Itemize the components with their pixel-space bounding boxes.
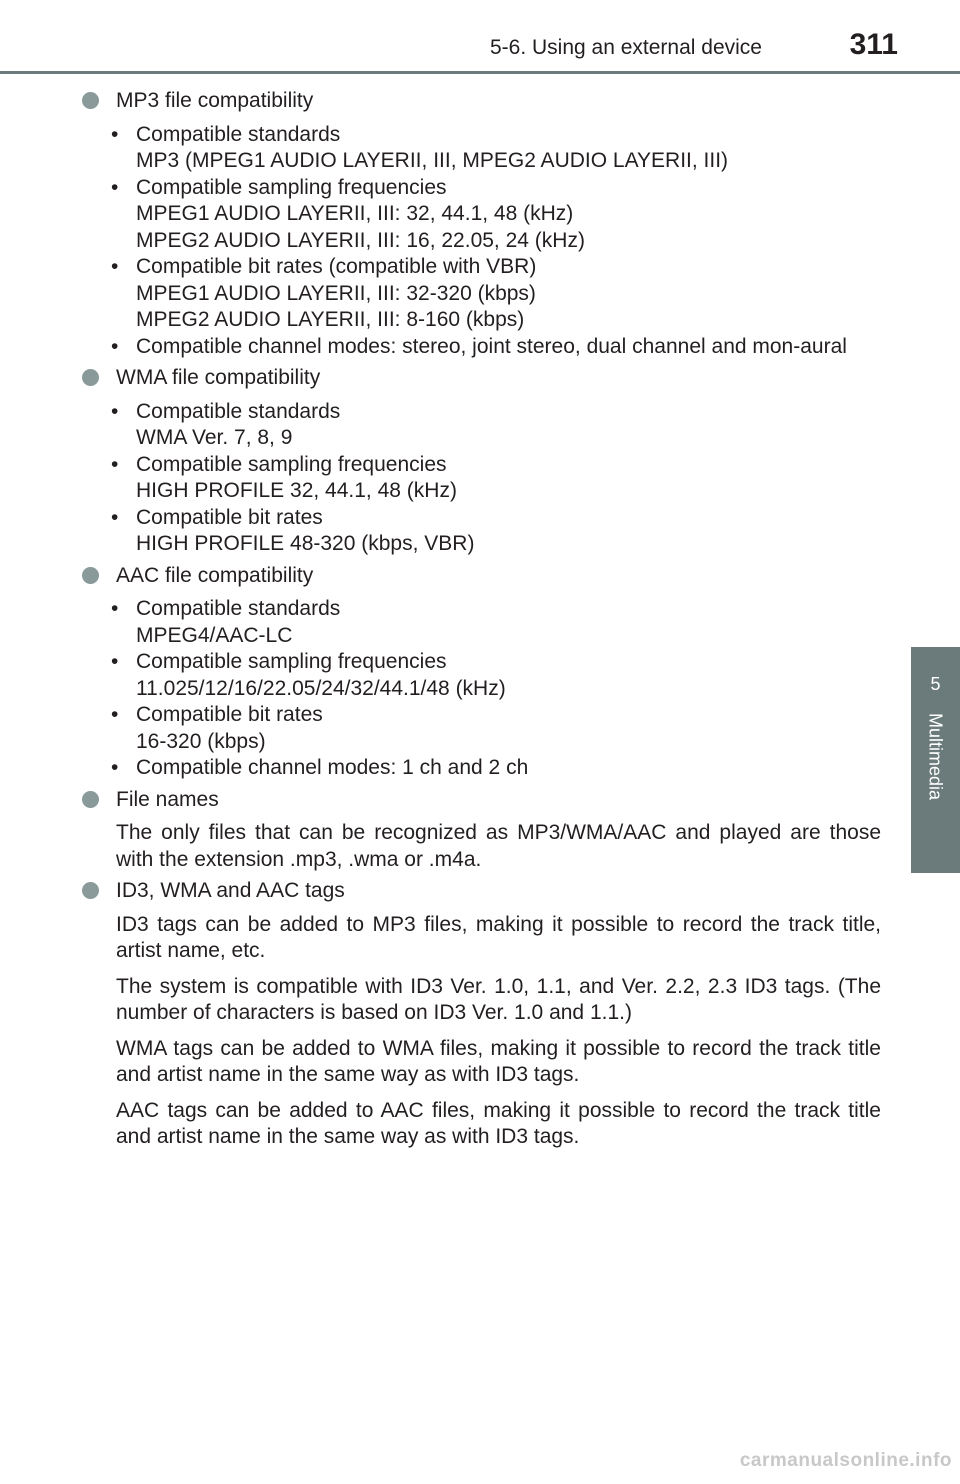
section-heading (82, 365, 881, 392)
small-bullet-icon: • (111, 597, 119, 620)
small-bullet-icon: • (111, 452, 119, 476)
chapter-side-tab[interactable] (911, 647, 960, 873)
section (82, 365, 881, 558)
item-label: Compatible standards (136, 122, 341, 146)
small-bullet-icon: • (111, 122, 119, 146)
page-header (0, 0, 960, 76)
item-label: Compatible bit rates (136, 703, 323, 726)
section-heading (82, 787, 881, 814)
spec-list (82, 399, 881, 558)
circle-bullet-icon (82, 92, 99, 109)
watermark: carmanualsonline.info (739, 1450, 952, 1471)
small-bullet-icon: • (111, 756, 119, 779)
list-item (107, 334, 881, 361)
small-bullet-icon: • (111, 334, 119, 358)
list-item (107, 452, 881, 505)
list-item (107, 122, 881, 175)
section-title: MP3 file compatibility (116, 89, 314, 112)
section-body (82, 912, 881, 1151)
paragraph: WMA tags can be added to WMA files, making it possible to record the track title and artist name in the same way as with ID3 tags. (116, 1036, 881, 1086)
small-bullet-icon: • (111, 175, 119, 199)
list-item (107, 399, 881, 452)
section-title: File names (116, 787, 219, 811)
small-bullet-icon: • (111, 650, 119, 673)
page-content (82, 88, 881, 1151)
item-label: Compatible channel modes: stereo, joint stereo, dual channel and mon-aural (136, 334, 847, 358)
item-value: MPEG4/AAC-LC (136, 623, 293, 647)
paragraph: ID3 tags can be added to MP3 files, making it possible to record the track title, artist name, etc. (116, 912, 881, 962)
item-value: HIGH PROFILE 48-320 (kbps, VBR) (136, 532, 475, 555)
list-item (107, 596, 881, 649)
chapter-number: 5 (930, 674, 941, 694)
section-heading (82, 878, 881, 905)
item-value: 11.025/12/16/22.05/24/32/44.1/48 (kHz) (136, 676, 506, 700)
item-label: Compatible sampling frequencies (136, 452, 447, 476)
spec-list (82, 122, 881, 361)
section (82, 563, 881, 782)
header-rule (0, 71, 960, 74)
item-label: Compatible standards (136, 399, 341, 423)
small-bullet-icon: • (111, 703, 119, 726)
item-label: Compatible standards (136, 597, 341, 620)
section-body (82, 820, 881, 873)
item-label: Compatible sampling frequencies (136, 175, 447, 199)
small-bullet-icon: • (111, 505, 119, 529)
section-heading (82, 563, 881, 590)
item-value: HIGH PROFILE 32, 44.1, 48 (kHz) (136, 479, 457, 502)
item-value: WMA Ver. 7, 8, 9 (136, 426, 293, 449)
section (82, 878, 881, 1151)
list-item (107, 254, 881, 334)
small-bullet-icon: • (111, 255, 119, 278)
section (82, 88, 881, 360)
header-section-title: 5-6. Using an external device (490, 36, 762, 59)
circle-bullet-icon (82, 369, 99, 386)
item-value: MPEG1 AUDIO LAYERII, III: 32, 44.1, 48 (kHz) (136, 202, 574, 225)
item-value: MPEG2 AUDIO LAYERII, III: 16, 22.05, 24 (kHz) (136, 228, 585, 252)
section-title: WMA file compatibility (116, 366, 321, 389)
spec-list (82, 596, 881, 782)
section-title: AAC file compatibility (116, 563, 314, 587)
page-number: 311 (849, 28, 898, 61)
item-label: Compatible bit rates (136, 505, 323, 529)
paragraph: The only files that can be recognized as MP3/WMA/AAC and played are those with the extension .mp3, .wma or .m4a. (116, 821, 881, 871)
item-label: Compatible channel modes: 1 ch and 2 ch (136, 756, 529, 779)
list-item (107, 649, 881, 702)
chapter-label: Multimedia (925, 712, 946, 801)
item-value: MPEG2 AUDIO LAYERII, III: 8-160 (kbps) (136, 308, 525, 331)
item-value: MPEG1 AUDIO LAYERII, III: 32-320 (kbps) (136, 281, 536, 305)
paragraph: The system is compatible with ID3 Ver. 1.0, 1.1, and Ver. 2.2, 2.3 ID3 tags. (The number of characters is based on ID3 Ver. 1.0 and 1.1.) (116, 974, 881, 1024)
circle-bullet-icon (82, 791, 99, 808)
item-label: Compatible bit rates (compatible with VBR) (136, 255, 537, 278)
item-value: MP3 (MPEG1 AUDIO LAYERII, III, MPEG2 AUDIO LAYERII, III) (136, 149, 729, 172)
circle-bullet-icon (82, 567, 99, 584)
circle-bullet-icon (82, 882, 99, 899)
list-item (107, 175, 881, 255)
section-title: ID3, WMA and AAC tags (116, 879, 345, 902)
item-value: 16-320 (kbps) (136, 729, 266, 753)
paragraph: AAC tags can be added to AAC files, making it possible to record the track title and artist name in the same way as with ID3 tags. (116, 1098, 881, 1148)
section-heading (82, 88, 881, 115)
item-label: Compatible sampling frequencies (136, 650, 447, 673)
small-bullet-icon: • (111, 399, 119, 423)
list-item (107, 505, 881, 558)
section (82, 787, 881, 874)
list-item (107, 755, 881, 782)
list-item (107, 702, 881, 755)
